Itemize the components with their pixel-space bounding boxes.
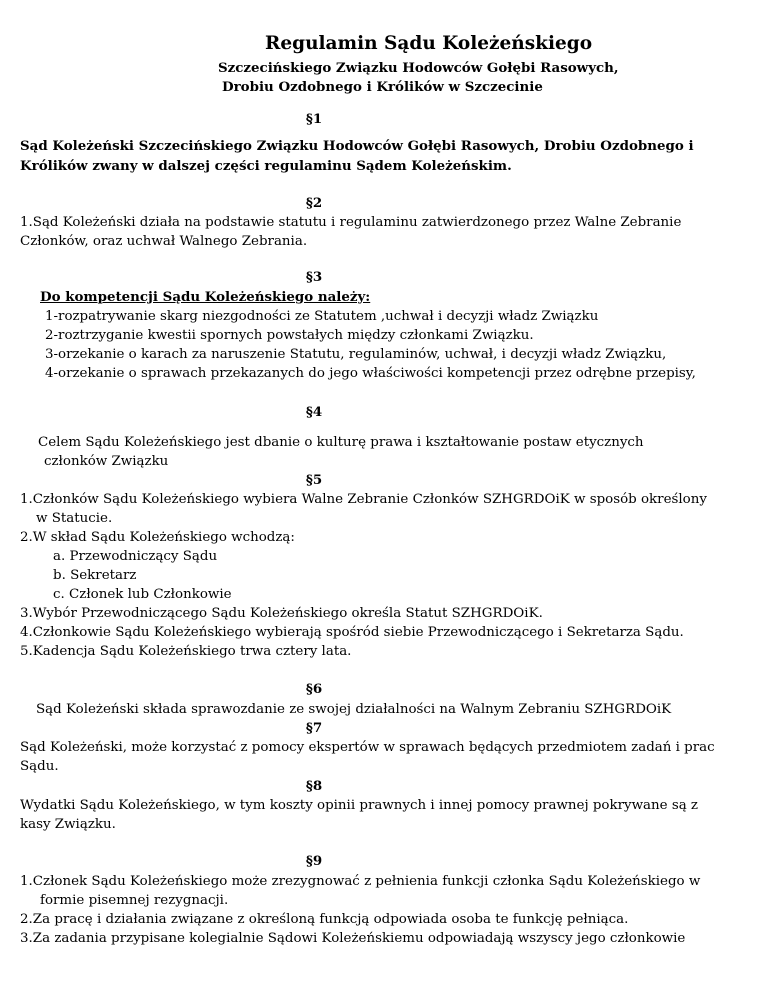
- section-9-line: formie pisemnej rezygnacji.: [40, 893, 229, 908]
- section-2-line: 1.Sąd Koleżeński działa na podstawie statutu i regulaminu zatwierdzonego przez Walne Zebranie: [20, 215, 682, 230]
- subtitle-line: Szczecińskiego Związku Hodowców Gołębi Rasowych,: [218, 60, 619, 76]
- section-1-line: Sąd Koleżeński Szczecińskiego Związku Hodowców Gołębi Rasowych, Drobiu Ozdobnego i: [20, 138, 694, 154]
- section-heading-3: §3: [305, 269, 323, 285]
- section-3-intro: Do kompetencji Sądu Koleżeńskiego należy:: [40, 289, 371, 305]
- section-heading-8: §8: [305, 778, 323, 794]
- section-3-item: 1-rozpatrywanie skarg niezgodności ze Statutem ,uchwał i decyzji władz Związku: [45, 309, 599, 324]
- section-5-line: 4.Członkowie Sądu Koleżeńskiego wybierają spośród siebie Przewodniczącego i Sekretarza Sądu.: [20, 625, 684, 640]
- section-5-line: 5.Kadencja Sądu Koleżeńskiego trwa cztery lata.: [20, 644, 352, 659]
- section-heading-9: §9: [305, 853, 323, 869]
- section-1-line: Królików zwany w dalszej części regulaminu Sądem Koleżeńskim.: [20, 158, 512, 174]
- section-4-line: Celem Sądu Koleżeńskiego jest dbanie o kulturę prawa i kształtowanie postaw etycznych: [38, 435, 644, 450]
- section-3-item: 3-orzekanie o karach za naruszenie Statutu, regulaminów, uchwał, i decyzji władz Związku,: [45, 347, 667, 362]
- section-5-line: 1.Członków Sądu Koleżeńskiego wybiera Walne Zebranie Członków SZHGRDOiK w sposób określony: [20, 492, 707, 507]
- section-9-line: 2.Za pracę i działania związane z określoną funkcją odpowiada osoba te funkcję pełniąca.: [20, 912, 629, 927]
- section-5-line: w Statucie.: [36, 511, 113, 526]
- document-title: Regulamin Sądu Koleżeńskiego: [265, 33, 593, 54]
- section-5-subitem: b. Sekretarz: [53, 568, 137, 583]
- section-7-line: Sąd Koleżeński, może korzystać z pomocy ekspertów w sprawach będących przedmiotem zadań i prac: [20, 740, 715, 755]
- section-7-line: Sądu.: [20, 759, 59, 774]
- section-8-line: kasy Związku.: [20, 817, 116, 832]
- subtitle-line: Drobiu Ozdobnego i Królików w Szczecinie: [222, 79, 543, 95]
- section-9-line: 1.Członek Sądu Koleżeńskiego może zrezygnować z pełnienia funkcji członka Sądu Koleżeńskiego w: [20, 874, 701, 889]
- section-5-subitem: a. Przewodniczący Sądu: [53, 549, 218, 564]
- section-4-line: członków Związku: [44, 454, 169, 469]
- section-heading-7: §7: [305, 720, 323, 736]
- section-8-line: Wydatki Sądu Koleżeńskiego, w tym koszty opinii prawnych i innej pomocy prawnej pokrywane są z: [20, 798, 698, 813]
- section-heading-6: §6: [305, 681, 323, 697]
- section-heading-1: §1: [305, 111, 323, 127]
- section-3-item: 2-roztrzyganie kwestii spornych powstałych między członkami Związku.: [45, 328, 534, 343]
- section-5-subitem: c. Członek lub Członkowie: [53, 587, 232, 602]
- section-heading-5: §5: [305, 472, 323, 488]
- section-6-line: Sąd Koleżeński składa sprawozdanie ze swojej działalności na Walnym Zebraniu SZHGRDOiK: [36, 702, 672, 717]
- section-5-line: 3.Wybór Przewodniczącego Sądu Koleżeńskiego określa Statut SZHGRDOiK.: [20, 606, 543, 621]
- section-3-item: 4-orzekanie o sprawach przekazanych do jego właściwości kompetencji przez odrębne przepisy,: [45, 366, 696, 381]
- section-2-line: Członków, oraz uchwał Walnego Zebrania.: [20, 234, 308, 249]
- section-9-line: 3.Za zadania przypisane kolegialnie Sądowi Koleżeńskiemu odpowiadają wszyscy jego członkowie: [20, 931, 686, 946]
- section-5-line: 2.W skład Sądu Koleżeńskiego wchodzą:: [20, 530, 295, 545]
- section-heading-4: §4: [305, 404, 323, 420]
- section-heading-2: §2: [305, 195, 323, 211]
